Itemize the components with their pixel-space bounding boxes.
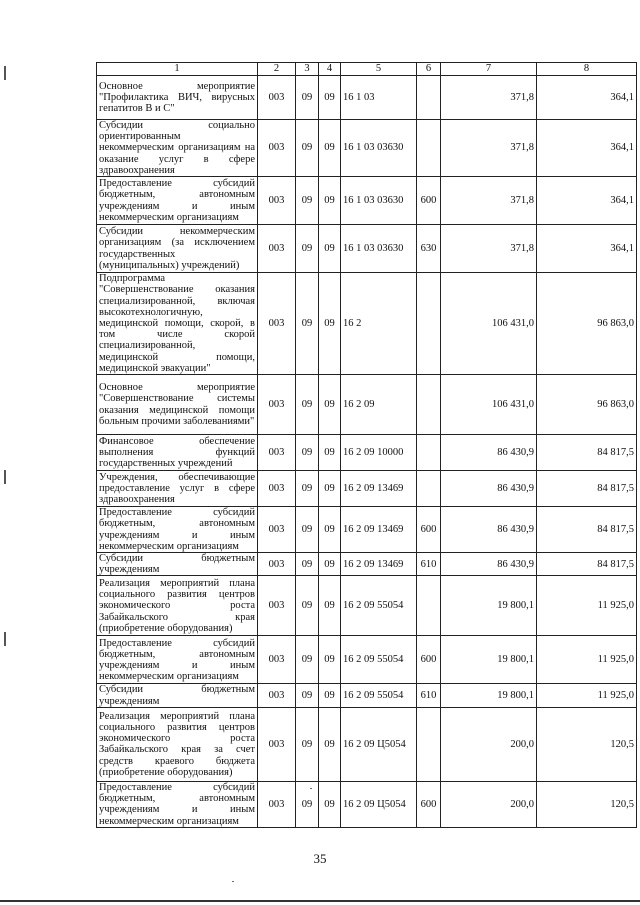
expense-type-cell: 600 xyxy=(417,177,441,225)
table-row xyxy=(97,576,637,636)
target-article-cell: 16 2 09 Ц5054 xyxy=(341,707,417,781)
section-code-cell: 09 xyxy=(296,76,319,120)
expense-type-cell xyxy=(417,707,441,781)
target-article-cell: 16 2 09 55054 xyxy=(341,684,417,707)
amount-planned-cell: 86 430,9 xyxy=(441,507,537,553)
table-row xyxy=(97,76,637,120)
amount-planned-cell: 371,8 xyxy=(441,177,537,225)
subsection-code-cell: 09 xyxy=(319,177,341,225)
ministry-code-cell: 003 xyxy=(258,120,296,177)
subsection-code-cell: 09 xyxy=(319,707,341,781)
row-name-cell: Предоставление субсидий бюджетным, автономным учреждениям и иным некоммерческим организациям xyxy=(97,781,258,827)
amount-executed-cell: 11 925,0 xyxy=(537,684,637,707)
ministry-code-cell: 003 xyxy=(258,177,296,225)
ministry-code-cell: 003 xyxy=(258,435,296,471)
section-code-cell: 09 xyxy=(296,273,319,375)
table-row xyxy=(97,471,637,507)
row-name-cell: Подпрограмма "Совершенствование оказания специализированной, включая высокотехнологичную, медицинской помощи, скорой, в том числе скорой специализированной, медицинской помощи, медицинской эвакуации" xyxy=(97,273,258,375)
amount-planned-cell: 106 431,0 xyxy=(441,273,537,375)
amount-planned-cell: 200,0 xyxy=(441,707,537,781)
expense-type-cell xyxy=(417,375,441,435)
row-name-cell: Предоставление субсидий бюджетным, автономным учреждениям и иным некоммерческим организациям xyxy=(97,507,258,553)
amount-executed-cell: 84 817,5 xyxy=(537,507,637,553)
table-row xyxy=(97,684,637,707)
amount-planned-cell: 19 800,1 xyxy=(441,684,537,707)
target-article-cell: 16 1 03 xyxy=(341,76,417,120)
ministry-code-cell: 003 xyxy=(258,76,296,120)
target-article-cell: 16 2 09 13469 xyxy=(341,471,417,507)
scan-speck xyxy=(310,788,312,789)
ministry-code-cell: 003 xyxy=(258,707,296,781)
section-code-cell: 09 xyxy=(296,435,319,471)
subsection-code-cell: 09 xyxy=(319,507,341,553)
page-number: 35 xyxy=(313,851,327,866)
table-row xyxy=(97,435,637,471)
table-row xyxy=(97,375,637,435)
section-code-cell: 09 xyxy=(296,507,319,553)
subsection-code-cell: 09 xyxy=(319,684,341,707)
row-name-cell: Предоставление субсидий бюджетным, автономным учреждениям и иным некоммерческим организациям xyxy=(97,177,258,225)
table-header-row xyxy=(97,63,637,76)
amount-executed-cell: 11 925,0 xyxy=(537,636,637,684)
column-header: 5 xyxy=(341,63,417,76)
target-article-cell: 16 2 09 13469 xyxy=(341,507,417,553)
table-row xyxy=(97,120,637,177)
subsection-code-cell: 09 xyxy=(319,576,341,636)
ministry-code-cell: 003 xyxy=(258,781,296,827)
amount-planned-cell: 200,0 xyxy=(441,781,537,827)
amount-executed-cell: 11 925,0 xyxy=(537,576,637,636)
subsection-code-cell: 09 xyxy=(319,435,341,471)
amount-planned-cell: 371,8 xyxy=(441,120,537,177)
expense-type-cell xyxy=(417,576,441,636)
amount-executed-cell: 364,1 xyxy=(537,120,637,177)
scan-edge-mark xyxy=(4,470,6,484)
column-header: 2 xyxy=(258,63,296,76)
ministry-code-cell: 003 xyxy=(258,636,296,684)
target-article-cell: 16 2 09 10000 xyxy=(341,435,417,471)
target-article-cell: 16 1 03 03630 xyxy=(341,225,417,273)
amount-planned-cell: 106 431,0 xyxy=(441,375,537,435)
ministry-code-cell: 003 xyxy=(258,507,296,553)
amount-executed-cell: 364,1 xyxy=(537,225,637,273)
row-name-cell: Основное мероприятие "Профилактика ВИЧ, вирусных гепатитов В и С" xyxy=(97,76,258,120)
subsection-code-cell: 09 xyxy=(319,375,341,435)
amount-planned-cell: 371,8 xyxy=(441,76,537,120)
section-code-cell: 09 xyxy=(296,684,319,707)
amount-executed-cell: 120,5 xyxy=(537,781,637,827)
ministry-code-cell: 003 xyxy=(258,225,296,273)
row-name-cell: Реализация мероприятий плана социального развития центров экономического роста Забайкальского края за счет средств краевого бюджета (приобретение оборудования) xyxy=(97,707,258,781)
section-code-cell: 09 xyxy=(296,225,319,273)
amount-executed-cell: 120,5 xyxy=(537,707,637,781)
column-header: 1 xyxy=(97,63,258,76)
target-article-cell: 16 1 03 03630 xyxy=(341,120,417,177)
row-name-cell: Субсидии некоммерческим организациям (за исключением государственных (муниципальных) учреждений) xyxy=(97,225,258,273)
row-name-cell: Учреждения, обеспечивающие предоставление услуг в сфере здравоохранения xyxy=(97,471,258,507)
row-name-cell: Реализация мероприятий плана социального развития центров экономического роста Забайкальского края (приобретение оборудования) xyxy=(97,576,258,636)
expense-type-cell: 600 xyxy=(417,636,441,684)
target-article-cell: 16 1 03 03630 xyxy=(341,177,417,225)
ministry-code-cell: 003 xyxy=(258,471,296,507)
table-row xyxy=(97,507,637,553)
row-name-cell: Субсидии бюджетным учреждениям xyxy=(97,553,258,576)
expense-type-cell: 600 xyxy=(417,507,441,553)
amount-planned-cell: 86 430,9 xyxy=(441,553,537,576)
row-name-cell: Финансовое обеспечение выполнения функций государственных учреждений xyxy=(97,435,258,471)
scan-bottom-edge xyxy=(0,900,640,902)
subsection-code-cell: 09 xyxy=(319,225,341,273)
subsection-code-cell: 09 xyxy=(319,781,341,827)
subsection-code-cell: 09 xyxy=(319,76,341,120)
amount-planned-cell: 86 430,9 xyxy=(441,435,537,471)
table-body xyxy=(97,76,637,828)
amount-planned-cell: 19 800,1 xyxy=(441,576,537,636)
subsection-code-cell: 09 xyxy=(319,553,341,576)
target-article-cell: 16 2 09 xyxy=(341,375,417,435)
row-name-cell: Субсидии социально ориентированным некоммерческим организациям на оказание услуг в сфере здравоохранения xyxy=(97,120,258,177)
section-code-cell: 09 xyxy=(296,636,319,684)
expense-type-cell: 610 xyxy=(417,553,441,576)
section-code-cell: 09 xyxy=(296,120,319,177)
ministry-code-cell: 003 xyxy=(258,684,296,707)
expense-type-cell xyxy=(417,435,441,471)
expense-type-cell xyxy=(417,120,441,177)
amount-executed-cell: 84 817,5 xyxy=(537,435,637,471)
amount-planned-cell: 371,8 xyxy=(441,225,537,273)
amount-executed-cell: 364,1 xyxy=(537,76,637,120)
amount-planned-cell: 86 430,9 xyxy=(441,471,537,507)
scan-edge-mark xyxy=(4,66,6,80)
section-code-cell: 09 xyxy=(296,576,319,636)
subsection-code-cell: 09 xyxy=(319,273,341,375)
expense-type-cell: 630 xyxy=(417,225,441,273)
table-row xyxy=(97,636,637,684)
ministry-code-cell: 003 xyxy=(258,576,296,636)
expense-type-cell xyxy=(417,273,441,375)
scan-speck xyxy=(232,881,234,882)
target-article-cell: 16 2 xyxy=(341,273,417,375)
row-name-cell: Предоставление субсидий бюджетным, автономным учреждениям и иным некоммерческим организациям xyxy=(97,636,258,684)
amount-executed-cell: 96 863,0 xyxy=(537,273,637,375)
column-header: 7 xyxy=(441,63,537,76)
expense-type-cell xyxy=(417,76,441,120)
column-header: 3 xyxy=(296,63,319,76)
amount-executed-cell: 364,1 xyxy=(537,177,637,225)
table-row xyxy=(97,225,637,273)
target-article-cell: 16 2 09 13469 xyxy=(341,553,417,576)
row-name-cell: Субсидии бюджетным учреждениям xyxy=(97,684,258,707)
table-row xyxy=(97,177,637,225)
target-article-cell: 16 2 09 55054 xyxy=(341,636,417,684)
subsection-code-cell: 09 xyxy=(319,120,341,177)
column-header: 6 xyxy=(417,63,441,76)
expense-type-cell: 600 xyxy=(417,781,441,827)
section-code-cell: 09 xyxy=(296,707,319,781)
amount-planned-cell: 19 800,1 xyxy=(441,636,537,684)
section-code-cell: 09 xyxy=(296,471,319,507)
budget-table xyxy=(96,62,637,828)
column-header: 8 xyxy=(537,63,637,76)
section-code-cell: 09 xyxy=(296,375,319,435)
table-row xyxy=(97,781,637,827)
target-article-cell: 16 2 09 55054 xyxy=(341,576,417,636)
table-row xyxy=(97,273,637,375)
expense-type-cell: 610 xyxy=(417,684,441,707)
ministry-code-cell: 003 xyxy=(258,553,296,576)
scan-edge-mark xyxy=(4,632,6,646)
target-article-cell: 16 2 09 Ц5054 xyxy=(341,781,417,827)
row-name-cell: Основное мероприятие "Совершенствование системы оказания медицинской помощи больным прочими заболеваниями" xyxy=(97,375,258,435)
expense-type-cell xyxy=(417,471,441,507)
ministry-code-cell: 003 xyxy=(258,375,296,435)
subsection-code-cell: 09 xyxy=(319,471,341,507)
section-code-cell: 09 xyxy=(296,177,319,225)
column-header: 4 xyxy=(319,63,341,76)
section-code-cell: 09 xyxy=(296,781,319,827)
amount-executed-cell: 84 817,5 xyxy=(537,471,637,507)
amount-executed-cell: 96 863,0 xyxy=(537,375,637,435)
amount-executed-cell: 84 817,5 xyxy=(537,553,637,576)
section-code-cell: 09 xyxy=(296,553,319,576)
table-row xyxy=(97,707,637,781)
subsection-code-cell: 09 xyxy=(319,636,341,684)
table-row xyxy=(97,553,637,576)
ministry-code-cell: 003 xyxy=(258,273,296,375)
